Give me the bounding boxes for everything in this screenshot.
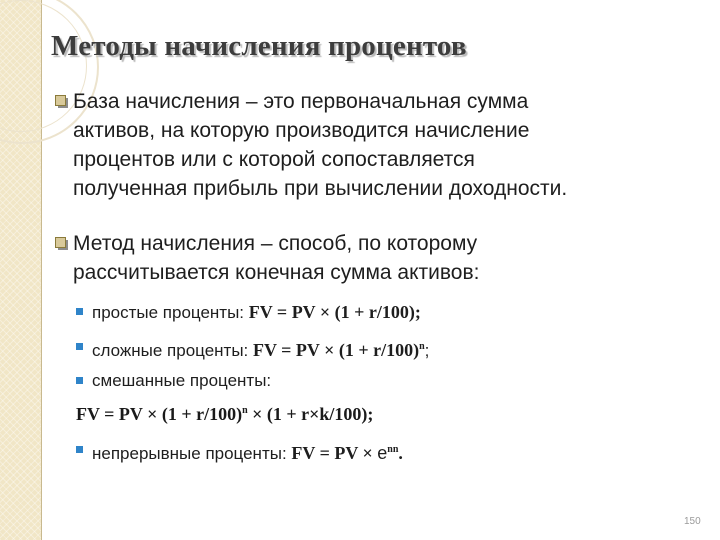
formula-mixed: FV = PV × $(1 + r/100)^n \times (1 + r\times k/100)$;: [76, 404, 374, 424]
formula-simple: FV = PV × (1 + r/100);: [248, 302, 421, 322]
blue-bullet-icon: [76, 343, 83, 350]
blue-bullet-icon: [76, 308, 83, 315]
method-label: непрерывные проценты:: [92, 444, 292, 463]
method-mixed: [92, 371, 271, 391]
paragraph-method: [73, 229, 479, 287]
method-label: сложные проценты:: [92, 341, 253, 360]
formula-compound: FV = PV × $(1 + r/100)^n$: [253, 340, 425, 360]
paragraph-base: [73, 87, 567, 203]
paragraph-line: рассчитывается конечная сумма активов:: [73, 261, 480, 284]
method-compound: [92, 337, 429, 361]
page-number: 150: [684, 516, 701, 527]
paragraph-line: процентов или с которой сопоставляется: [73, 148, 475, 171]
blue-bullet-icon: [76, 377, 83, 384]
method-continuous: [92, 440, 403, 464]
method-label: смешанные проценты:: [92, 371, 272, 390]
method-label: простые проценты:: [92, 303, 249, 322]
slide-title: Методы начисления процентов: [51, 30, 467, 62]
method-simple: [92, 302, 421, 323]
formula-tail: ;: [424, 341, 430, 360]
square-bullet-icon: [55, 95, 69, 109]
blue-bullet-icon: [76, 446, 83, 453]
formula-continuous: FV = PV × $е^{nn}$.: [291, 443, 403, 463]
paragraph-line: Метод начисления – способ, по которому: [73, 232, 478, 255]
paragraph-line: активов, на которую производится начисление: [73, 119, 530, 142]
square-bullet-icon: [55, 237, 69, 251]
paragraph-line: полученная прибыль при вычислении доходности.: [73, 177, 568, 200]
paragraph-line: База начисления – это первоначальная сумма: [73, 90, 529, 113]
